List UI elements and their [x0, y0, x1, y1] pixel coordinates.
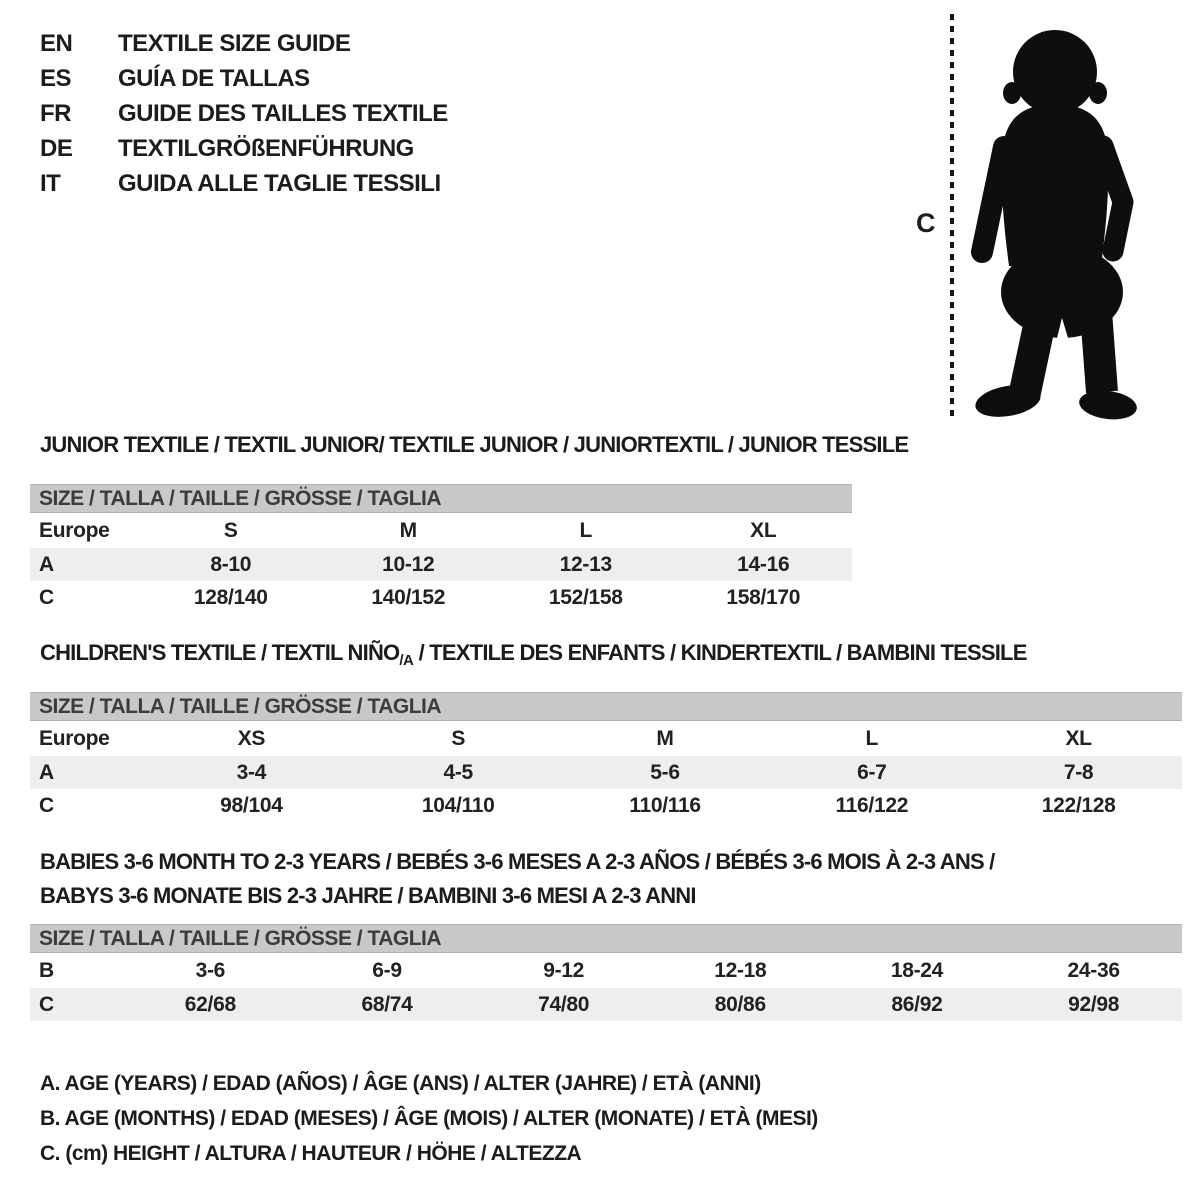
col-header: S: [451, 727, 466, 750]
language-title-list: [40, 26, 448, 201]
language-row-fr: [40, 96, 448, 131]
cell: 4-5: [443, 760, 473, 784]
row-label: C: [39, 585, 54, 609]
language-row-de: [40, 131, 448, 166]
col-header: Europe: [39, 727, 110, 750]
language-title: GUIDA ALLE TAGLIE TESSILI: [118, 169, 441, 197]
cell: 12-18: [714, 959, 767, 982]
children-title-pre: CHILDREN'S TEXTILE / TEXTIL NIÑO: [40, 640, 400, 665]
language-row-es: [40, 61, 448, 96]
legend-line-c: C. (cm) HEIGHT / ALTURA / HAUTEUR / HÖHE / ALTEZZA: [40, 1142, 582, 1165]
table-header-row: [30, 514, 852, 548]
table-row-a: [30, 548, 852, 581]
cell: 24-36: [1067, 959, 1120, 982]
cell: 6-9: [372, 959, 402, 982]
col-header: XL: [750, 519, 777, 542]
children-title-subscript: /A: [399, 652, 414, 669]
legend-line-b: B. AGE (MONTHS) / EDAD (MESES) / ÂGE (MOIS) / ALTER (MONATE) / ETÀ (MESI): [40, 1107, 818, 1130]
cell: 14-16: [737, 552, 790, 576]
cell: 9-12: [543, 959, 585, 982]
language-code: EN: [40, 29, 73, 57]
table-row-c: [30, 789, 1182, 822]
cell: 5-6: [650, 760, 680, 784]
col-header: M: [656, 727, 674, 750]
col-header: XS: [237, 727, 266, 750]
cell: 8-10: [210, 552, 252, 576]
cell: 74/80: [538, 992, 590, 1016]
table-row-a: [30, 756, 1182, 789]
col-header: M: [399, 519, 417, 542]
cell: 152/158: [548, 585, 623, 609]
cell: 3-6: [195, 959, 226, 982]
cell: 98/104: [220, 793, 283, 817]
height-dashed-line: [950, 14, 954, 418]
children-section-title: [40, 640, 1027, 669]
language-code: IT: [40, 169, 61, 197]
cell: 140/152: [371, 585, 446, 609]
cell: 6-7: [857, 760, 887, 784]
row-label: C: [39, 992, 54, 1016]
size-header-bar: SIZE / TALLA / TAILLE / GRÖSSE / TAGLIA: [30, 924, 1182, 953]
col-header: S: [223, 519, 238, 542]
col-header: Europe: [39, 519, 110, 542]
language-title: TEXTILGRÖßENFÜHRUNG: [118, 134, 414, 162]
cell: 80/86: [714, 992, 766, 1016]
cell: 86/92: [891, 992, 943, 1016]
col-header: L: [865, 727, 879, 750]
babies-title-line1: BABIES 3-6 MONTH TO 2-3 YEARS / BEBÉS 3-6 MESES A 2-3 AÑOS / BÉBÉS 3-6 MOIS À 2-3 ANS /: [40, 849, 995, 874]
table-row-c: [30, 581, 852, 614]
table-header-row: [30, 722, 1182, 756]
cell: 92/98: [1068, 992, 1120, 1016]
babies-title-line2: BABYS 3-6 MONATE BIS 2-3 JAHRE / BAMBINI 3-6 MESI A 2-3 ANNI: [40, 883, 696, 908]
cell: 158/170: [726, 585, 801, 609]
row-label: B: [39, 959, 54, 982]
cell: 104/110: [421, 793, 495, 817]
babies-section-title: [40, 845, 994, 913]
cell: 18-24: [890, 959, 944, 982]
language-code: FR: [40, 99, 71, 127]
height-dimension-label: C: [916, 208, 936, 238]
cell: 68/74: [361, 992, 413, 1016]
cell: 116/122: [835, 793, 909, 817]
language-row-it: [40, 166, 448, 201]
row-label: C: [39, 793, 54, 817]
col-header: L: [579, 519, 593, 542]
language-code: DE: [40, 134, 73, 162]
junior-size-table: [30, 514, 852, 614]
table-row-b: [30, 954, 1182, 988]
language-row-en: [40, 26, 448, 61]
table-row-c: [30, 988, 1182, 1021]
cell: 122/128: [1041, 793, 1116, 817]
cell: 7-8: [1063, 760, 1094, 784]
children-size-table: [30, 722, 1182, 822]
size-header-bar: SIZE / TALLA / TAILLE / GRÖSSE / TAGLIA: [30, 484, 852, 513]
measurement-legend: [40, 1066, 818, 1171]
language-title: GUIDE DES TAILLES TEXTILE: [118, 99, 448, 127]
children-title-post: / TEXTILE DES ENFANTS / KINDERTEXTIL / BAMBINI TESSILE: [413, 640, 1027, 665]
cell: 110/116: [629, 793, 701, 817]
junior-section-title: JUNIOR TEXTILE / TEXTIL JUNIOR/ TEXTILE JUNIOR / JUNIORTEXTIL / JUNIOR TESSILE: [40, 432, 909, 457]
row-label: A: [39, 760, 54, 784]
col-header: XL: [1065, 727, 1092, 750]
language-title: TEXTILE SIZE GUIDE: [118, 29, 351, 57]
legend-line-a: A. AGE (YEARS) / EDAD (AÑOS) / ÂGE (ANS) / ALTER (JAHRE) / ETÀ (ANNI): [40, 1072, 761, 1095]
toddler-silhouette-icon: [962, 14, 1152, 422]
language-code: ES: [40, 64, 72, 92]
cell: 62/68: [184, 992, 236, 1016]
babies-size-table: [30, 954, 1182, 1021]
cell: 128/140: [193, 585, 268, 609]
cell: 3-4: [236, 760, 267, 784]
cell: 10-12: [382, 552, 435, 576]
row-label: A: [39, 552, 54, 576]
cell: 12-13: [559, 552, 612, 576]
size-header-bar: SIZE / TALLA / TAILLE / GRÖSSE / TAGLIA: [30, 692, 1182, 721]
language-title: GUÍA DE TALLAS: [118, 64, 310, 92]
